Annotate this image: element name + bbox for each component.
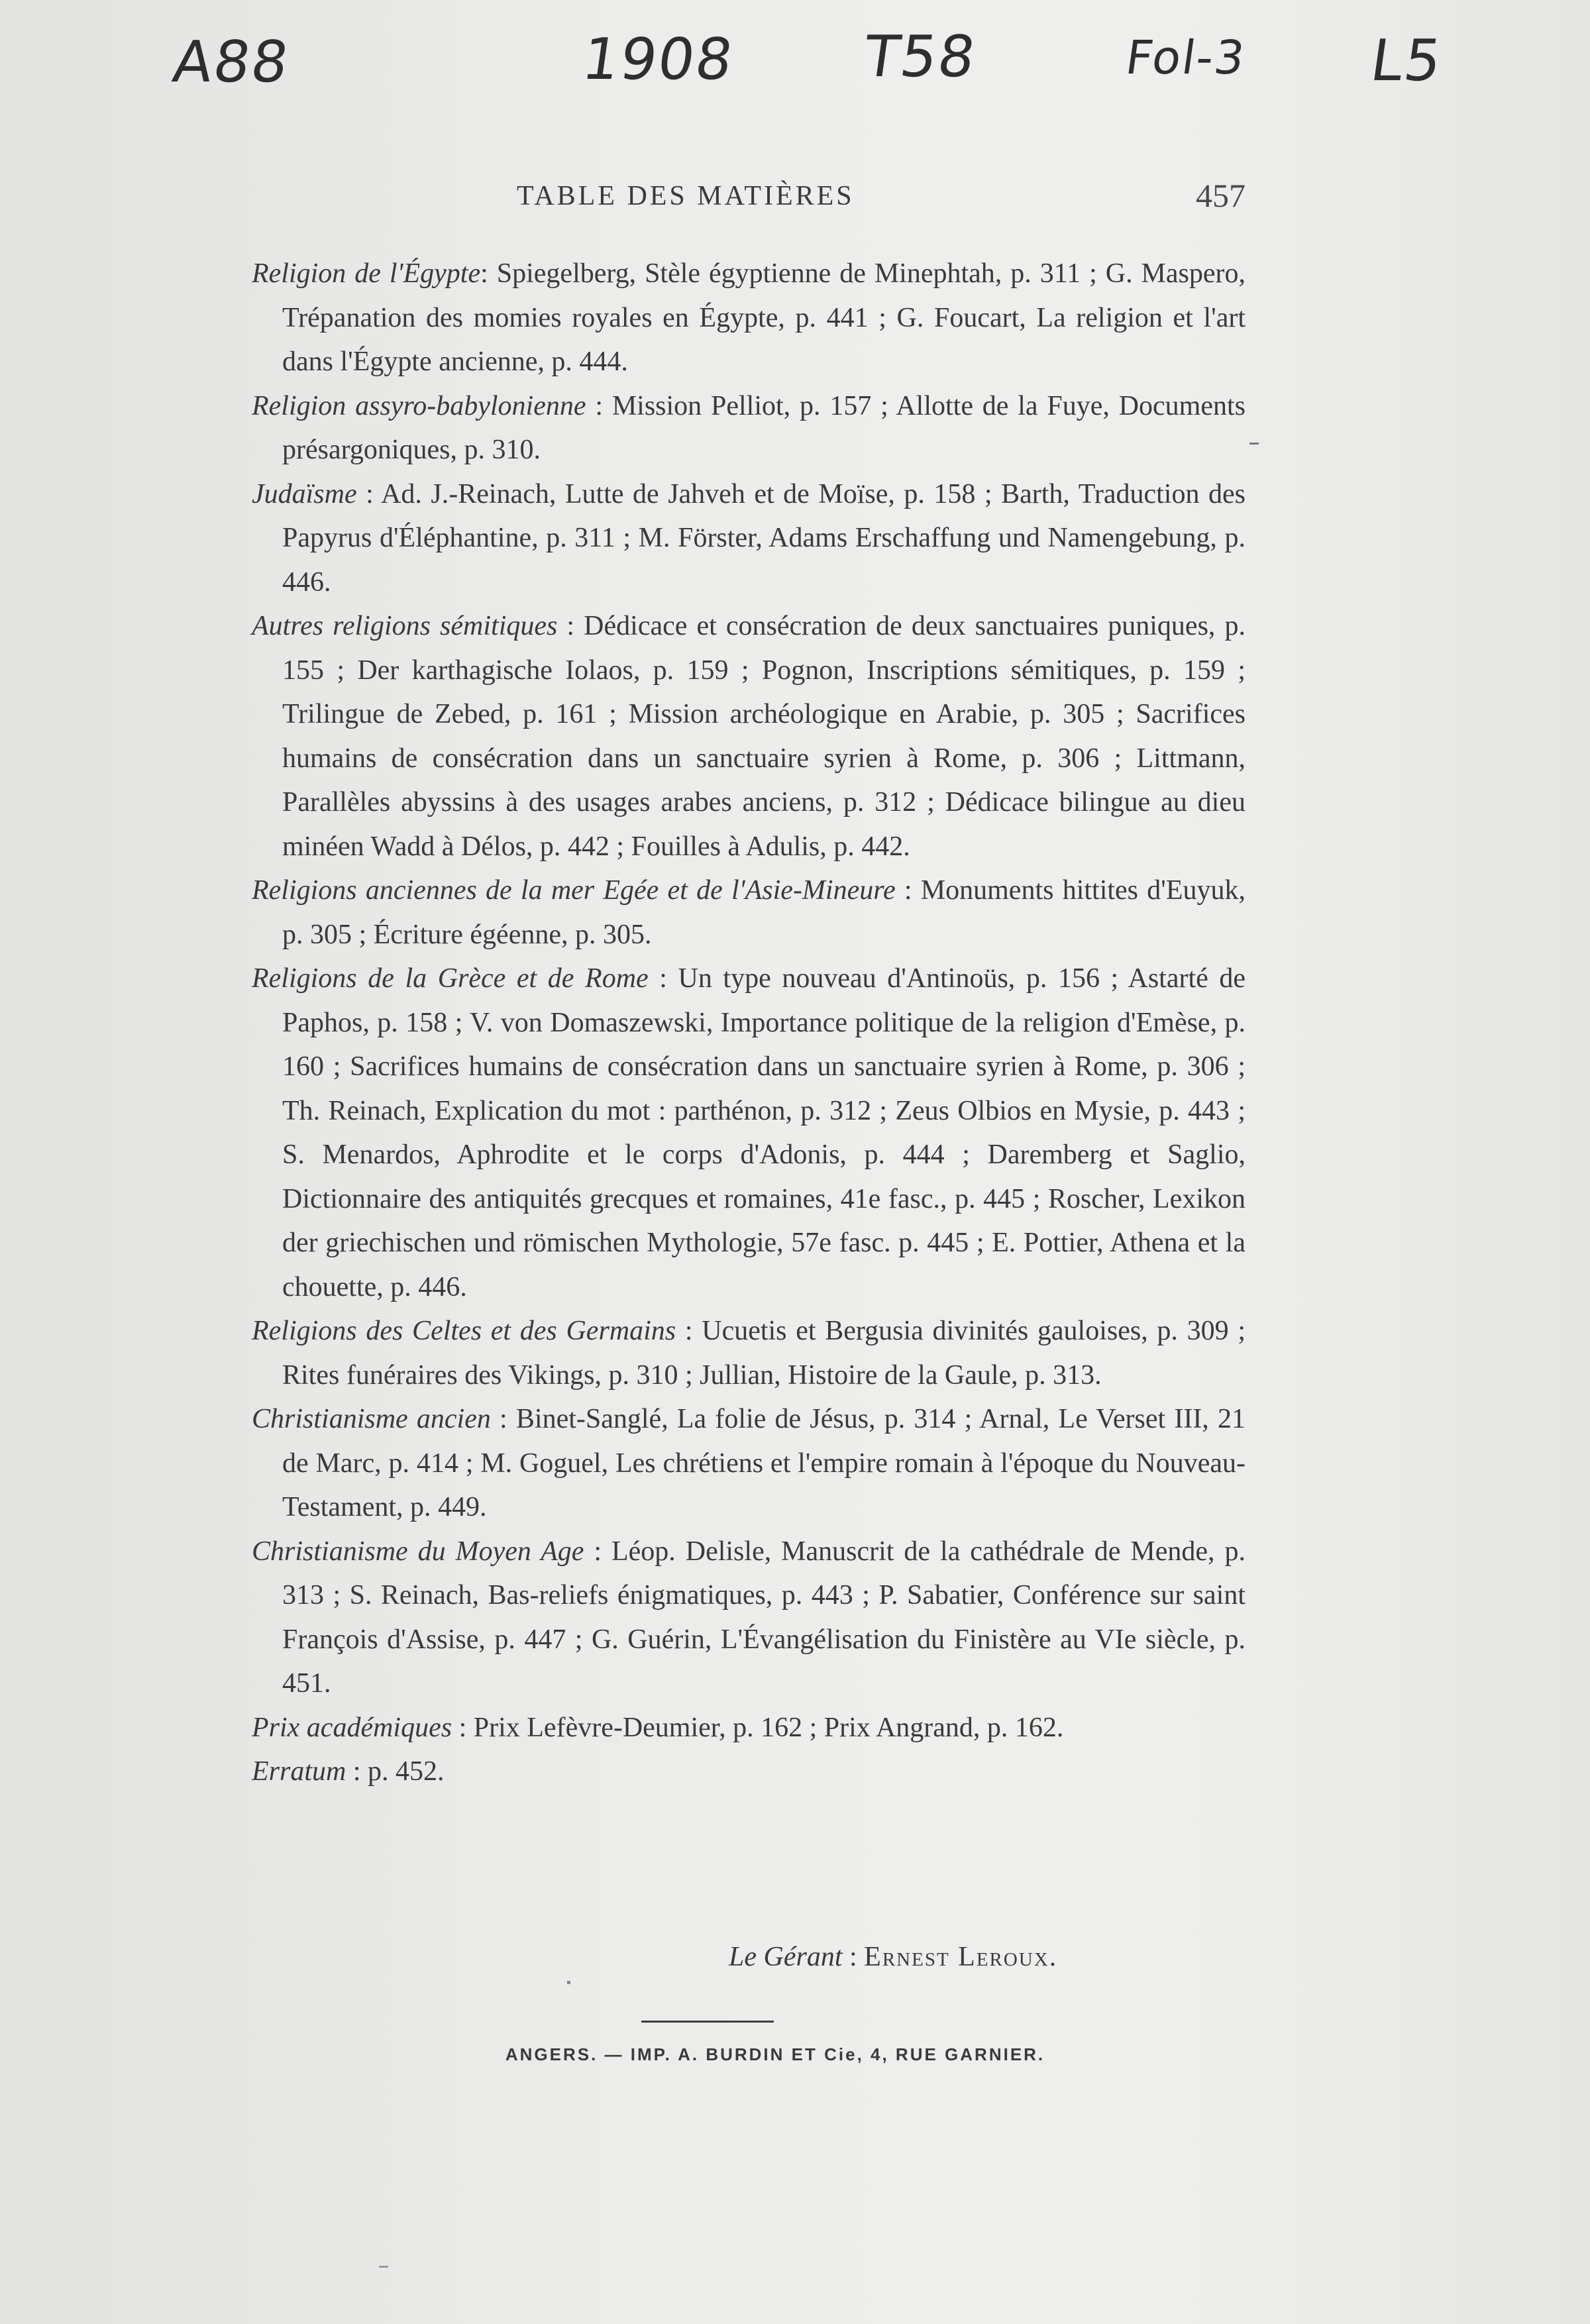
handwritten-mark: 1908	[578, 26, 738, 93]
handwritten-mark: A88	[168, 29, 294, 95]
index-entry	[252, 252, 1246, 384]
entry-body: Dédicace et consécration de deux sanctuaires puniques, p. 155 ; Der karthagische Iolaos, p. 159 ; Pognon, Inscriptions sémitiques, p. 159 ; Trilingue de Zebed, p. 161 ; Mission archéologique en Arabie, p. 305 ; Sacrifices humains de consécration dans un sanctuaire syrien à Rome, p. 306 ; Littmann, Parallèles abyssins à des usages arabes anciens, p. 312 ; Dédicace bilingue au dieu minéen Wadd à Délos, p. 442 ; Fouilles à Adulis, p. 442.	[282, 611, 1246, 862]
entry-body: p. 452.	[368, 1756, 445, 1787]
entry-body: Mission Pelliot, p. 157 ; Allotte de la Fuye, Documents présargoniques, p. 310.	[282, 390, 1246, 465]
entry-heading: Erratum	[252, 1756, 346, 1787]
index-entry	[252, 1530, 1246, 1706]
entry-separator: :	[586, 390, 612, 421]
entry-body: Prix Lefèvre-Deumier, p. 162 ; Prix Angrand, p. 162.	[473, 1712, 1064, 1743]
entry-separator: :	[648, 963, 678, 994]
entry-separator: :	[356, 478, 382, 509]
index-entry	[252, 1750, 1246, 1794]
entry-heading: Autres religions sémitiques	[252, 611, 558, 641]
index-entry	[252, 604, 1246, 869]
entry-heading: Religion assyro-babylonienne	[252, 390, 586, 421]
entry-separator: :	[452, 1712, 474, 1743]
running-title: TABLE DES MATIÈRES	[517, 181, 855, 211]
printer-imprint: ANGERS. — IMP. A. BURDIN ET Cie, 4, RUE GARNIER.	[505, 2044, 1045, 2064]
index-entry	[252, 1706, 1246, 1750]
handwritten-shelf-marks	[0, 26, 1590, 106]
entry-separator: :	[557, 611, 584, 641]
entry-heading: Christianisme du Moyen Age	[252, 1536, 584, 1567]
entry-separator: :	[346, 1756, 368, 1787]
index-entry	[252, 957, 1246, 1309]
entry-body: Spiegelberg, Stèle égyptienne de Minephtah, p. 311 ; G. Maspero, Trépanation des momies royales en Égypte, p. 441 ; G. Foucart, La religion et l'art dans l'Égypte ancienne, p. 444.	[282, 258, 1246, 377]
index-entry	[252, 1309, 1246, 1397]
entry-heading: Christianisme ancien	[252, 1404, 491, 1434]
entry-body: Monuments hittites d'Euyuk, p. 305 ; Écriture égéenne, p. 305.	[282, 875, 1246, 950]
page-number: 457	[1196, 177, 1246, 214]
entry-heading: Religion de l'Égypte	[252, 258, 481, 289]
entry-body: Ucuetis et Bergusia divinités gauloises, p. 309 ; Rites funéraires des Vikings, p. 310 ; Jullian, Histoire de la Gaule, p. 313.	[282, 1316, 1246, 1391]
index-entries	[252, 252, 1246, 1794]
publisher-signature	[729, 1941, 1057, 1973]
entry-separator: :	[676, 1316, 702, 1346]
handwritten-mark: Fol-3	[1122, 30, 1249, 85]
speck	[567, 1981, 570, 1984]
speck	[1249, 443, 1259, 445]
page-header	[252, 177, 1246, 220]
signature-name: Ernest Leroux.	[864, 1942, 1058, 1972]
entry-heading: Judaïsme	[252, 478, 357, 509]
entry-heading: Religions des Celtes et des Germains	[252, 1316, 676, 1346]
entry-separator: :	[584, 1536, 611, 1567]
entry-body: Un type nouveau d'Antinoüs, p. 156 ; Astarté de Paphos, p. 158 ; V. von Domaszewski, Importance politique de la religion d'Emèse, p. 160 ; Sacrifices humains de consécration dans un sanctuaire syrien à Rome, p. 306 ; Th. Reinach, Explication du mot : parthénon, p. 312 ; Zeus Olbios en Mysie, p. 443 ; S. Menardos, Aphrodite et le corps d'Adonis, p. 444 ; Daremberg et Saglio, Dictionnaire des antiquités grecques et romaines, 41e fasc., p. 445 ; Roscher, Lexikon der griechischen und römischen Mythologie, 57e fasc. p. 445 ; E. Pottier, Athena et la chouette, p. 446.	[282, 963, 1246, 1302]
index-entry	[252, 472, 1246, 605]
entry-separator: :	[480, 258, 497, 289]
entry-body: Ad. J.-Reinach, Lutte de Jahveh et de Moïse, p. 158 ; Barth, Traduction des Papyrus d'Éléphantine, p. 311 ; M. Förster, Adams Erschaffung und Namengebung, p. 446.	[282, 478, 1246, 598]
divider-rule	[641, 2021, 774, 2023]
speck	[379, 2266, 388, 2268]
entry-body: Léop. Delisle, Manuscrit de la cathédrale de Mende, p. 313 ; S. Reinach, Bas-reliefs énigmatiques, p. 443 ; P. Sabatier, Conférence sur saint François d'Assise, p. 447 ; G. Guérin, L'Évangélisation du Finistère au VIe siècle, p. 451.	[282, 1536, 1246, 1699]
entry-heading: Religions de la Grèce et de Rome	[252, 963, 649, 994]
entry-heading: Prix académiques	[252, 1712, 452, 1743]
signature-label: Le Gérant	[729, 1942, 843, 1972]
index-entry	[252, 1397, 1246, 1530]
entry-body: Binet-Sanglé, La folie de Jésus, p. 314 ; Arnal, Le Verset III, 21 de Marc, p. 414 ; M. Goguel, Les chrétiens et l'empire romain à l'époque du Nouveau-Testament, p. 449.	[282, 1404, 1246, 1522]
index-entry	[252, 869, 1246, 957]
index-entry	[252, 384, 1246, 472]
entry-separator: :	[895, 875, 921, 906]
entry-separator: :	[490, 1404, 516, 1434]
entry-heading: Religions anciennes de la mer Egée et de l'Asie-Mineure	[252, 875, 896, 906]
handwritten-mark: L5	[1366, 28, 1447, 94]
signature-separator: :	[842, 1942, 865, 1972]
handwritten-mark: T58	[859, 24, 980, 90]
